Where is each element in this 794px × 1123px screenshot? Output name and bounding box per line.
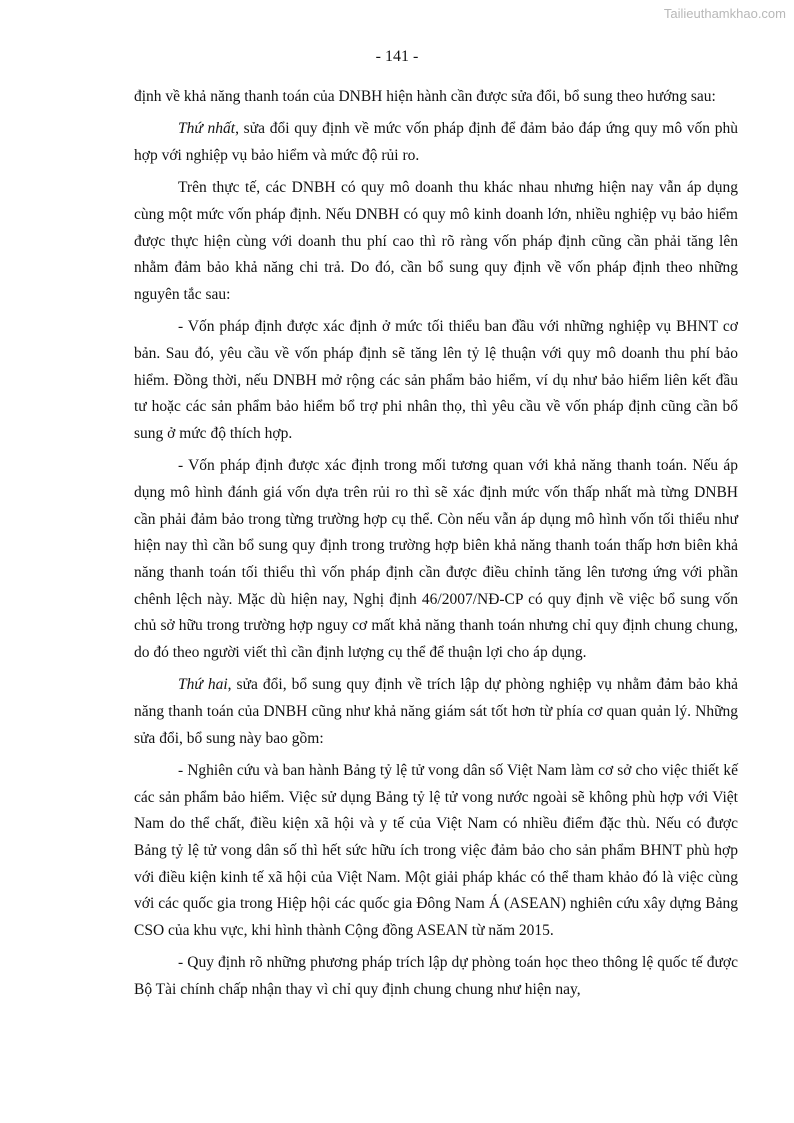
paragraph-bullet: - Vốn pháp định được xác định ở mức tối thiểu ban đầu với những nghiệp vụ BHNT cơ bản. Sau đó, yêu cầu về vốn pháp định sẽ tăng lên tỷ lệ thuận với quy mô doanh thu phí bảo hiểm. Đồng thời, nếu DNBH mở rộng các sản phẩm bảo hiểm, ví dụ như bảo hiểm liên kết đầu tư hoặc các sản phẩm bảo hiểm bổ trợ phi nhân thọ, thì yêu cầu về vốn pháp định cũng cần bổ sung ở mức độ thích hợp. bbox=[134, 318, 738, 442]
paragraph-lead-italic: Thứ nhất bbox=[178, 120, 236, 138]
paragraph-first-point: Thứ nhất, sửa đổi quy định về mức vốn pháp định để đảm bảo đáp ứng quy mô vốn phù hợp với nghiệp vụ bảo hiểm và mức độ rủi ro. bbox=[134, 120, 738, 164]
document-body bbox=[134, 84, 738, 1009]
paragraph-lead-italic: Thứ hai bbox=[178, 676, 228, 694]
paragraph-bullet: - Vốn pháp định được xác định trong mối tương quan với khả năng thanh toán. Nếu áp dụng mô hình đánh giá vốn dựa trên rủi ro thì sẽ xác định mức vốn thấp nhất mà từng DNBH cần phải đảm bảo trong từng trường hợp cụ thể. Còn nếu vẫn áp dụng mô hình vốn tối thiểu như hiện nay thì cần bổ sung quy định trong trường hợp biên khả năng thanh toán thấp hơn biên khả năng thanh toán tối thiểu thì vốn pháp định cần được điều chỉnh tăng lên tương ứng với phần chênh lệch này. Mặc dù hiện nay, Nghị định 46/2007/NĐ-CP có quy định về việc bổ sung vốn chủ sở hữu trong trường hợp nguy cơ mất khả năng thanh toán nhưng chỉ quy định chung chung, do đó theo người viết thì cần định lượng cụ thể để thuận lợi cho áp dụng. bbox=[134, 457, 738, 662]
page-number: - 141 - bbox=[375, 48, 419, 65]
paragraph-bullet: - Nghiên cứu và ban hành Bảng tỷ lệ tử vong dân số Việt Nam làm cơ sở cho việc thiết kế các sản phẩm bảo hiểm. Việc sử dụng Bảng tỷ lệ tử vong nước ngoài sẽ không phù hợp với Việt Nam do thể chất, điều kiện xã hội và y tế của Việt Nam có nhiều điểm đặc thù. Nếu có được Bảng tỷ lệ tử vong dân số thì hết sức hữu ích trong việc đảm bảo cho sản phẩm BHNT phù hợp với điều kiện kinh tế xã hội của Việt Nam. Một giải pháp khác có thể tham khảo đó là việc cùng với các quốc gia trong Hiệp hội các quốc gia Đông Nam Á (ASEAN) nghiên cứu xây dựng Bảng CSO của khu vực, khi hình thành Cộng đồng ASEAN từ năm 2015. bbox=[134, 761, 738, 940]
watermark: Tailieuthamkhao.com bbox=[663, 6, 786, 21]
paragraph-second-point: Thứ hai, sửa đổi, bổ sung quy định về trích lập dự phòng nghiệp vụ nhằm đảm bảo khả năng thanh toán của DNBH cũng như khả năng giám sát tốt hơn từ phía cơ quan quản lý. Những sửa đổi, bổ sung này bao gồm: bbox=[134, 676, 738, 747]
paragraph-bullet: - Quy định rõ những phương pháp trích lập dự phòng toán học theo thông lệ quốc tế được Bộ Tài chính chấp nhận thay vì chỉ quy định chung chung như hiện nay, bbox=[134, 954, 738, 998]
paragraph-intro: định về khả năng thanh toán của DNBH hiện hành cần được sửa đổi, bổ sung theo hướng sau: bbox=[134, 88, 716, 105]
paragraph: Trên thực tế, các DNBH có quy mô doanh thu khác nhau nhưng hiện nay vẫn áp dụng cùng một mức vốn pháp định. Nếu DNBH có quy mô kinh doanh lớn, nhiều nghiệp vụ bảo hiểm được thực hiện cùng với doanh thu phí cao thì rõ ràng vốn pháp định cũng cần phải tăng lên nhằm đảm bảo khả năng chi trả. Do đó, cần bổ sung quy định về vốn pháp định theo những nguyên tắc sau: bbox=[134, 179, 738, 303]
